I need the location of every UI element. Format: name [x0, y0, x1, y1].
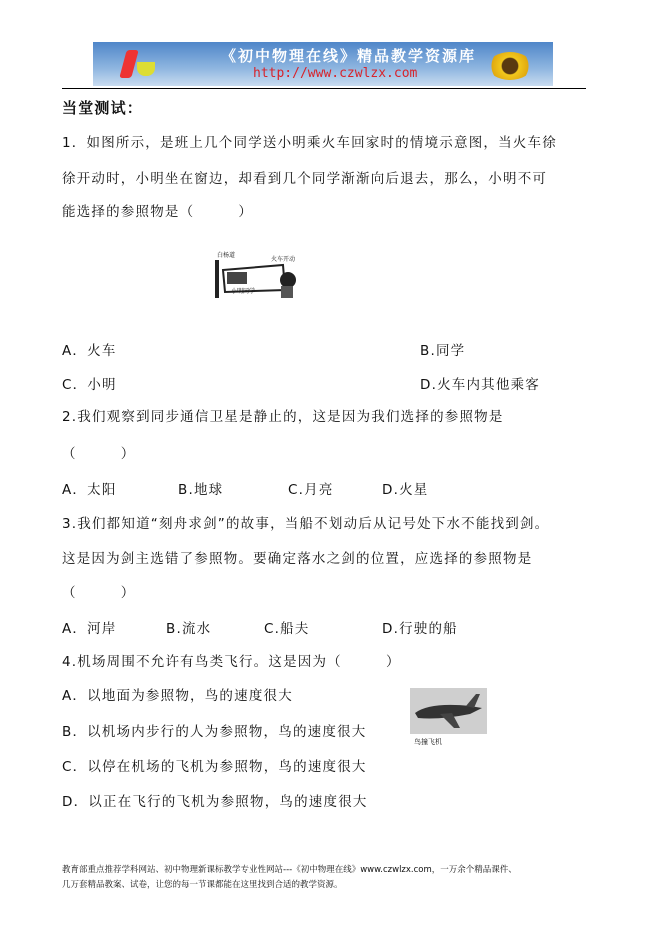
q4-option-a: A．以地面为参照物，鸟的速度很大	[62, 688, 293, 704]
q4-option-d: D．以正在飞行的飞机为参照物，鸟的速度很大	[62, 794, 368, 810]
airplane-figure	[410, 688, 487, 748]
q1-line: 能选择的参照物是（ ）	[62, 204, 254, 220]
q1-line: 徐开动时，小明坐在窗边，却看到几个同学渐渐向后退去，那么，小明不可	[62, 171, 548, 187]
q2-line: （ ）	[62, 446, 136, 462]
q1-option-c: C．小明	[62, 377, 117, 393]
header-banner	[93, 42, 553, 86]
logo-icon-secondary	[137, 62, 155, 76]
q3-option-c: C.船夫	[264, 621, 310, 637]
q4-option-c: C．以停在机场的飞机为参照物，鸟的速度很大	[62, 759, 367, 775]
figure-label: 白杨道	[217, 252, 236, 259]
figure-label: 小明同学	[231, 288, 256, 295]
section-heading: 当堂测试：	[62, 99, 144, 117]
q3-line: （ ）	[62, 585, 136, 601]
q2-line: 2.我们观察到同步通信卫星是静止的，这是因为我们选择的参照物是	[62, 409, 504, 425]
footer-line: 教育部重点推荐学科网站、初中物理新课标教学专业性网站---《初中物理在线》www.czwlzx.com，一万余个精品课件、	[62, 865, 517, 875]
q3-option-b: B.流水	[166, 621, 212, 637]
q4-option-b: B．以机场内步行的人为参照物，鸟的速度很大	[62, 724, 367, 740]
figure-label: 鸟撞飞机	[414, 738, 442, 746]
q2-option-a: A．太阳	[62, 482, 117, 498]
q3-option-d: D.行驶的船	[382, 621, 458, 637]
banner-title: 《初中物理在线》精品教学资源库	[221, 47, 477, 65]
banner-url[interactable]: http://www.czwlzx.com	[253, 66, 418, 81]
q3-line: 这是因为剑主选错了参照物。要确定落水之剑的位置，应选择的参照物是	[62, 551, 533, 567]
q3-line: 3.我们都知道“刻舟求剑”的故事，当船不划动后从记号处下水不能找到剑。	[62, 516, 550, 532]
q1-option-a: A．火车	[62, 343, 117, 359]
train-figure	[213, 250, 303, 300]
sunflower-icon	[488, 52, 532, 80]
figure-label: 火车开动	[271, 256, 296, 263]
q4-line: 4.机场周围不允许有鸟类飞行。这是因为（ ）	[62, 654, 401, 670]
q1-option-b: B.同学	[420, 343, 466, 359]
header-rule	[62, 88, 586, 89]
footer-line: 几万套精品教案、试卷，让您的每一节课都能在这里找到合适的教学资源。	[62, 880, 343, 890]
q2-option-d: D.火星	[382, 482, 429, 498]
q3-option-a: A．河岸	[62, 621, 117, 637]
q1-option-d: D.火车内其他乘客	[420, 377, 540, 393]
q1-line: 1．如图所示，是班上几个同学送小明乘火车回家时的情境示意图，当火车徐	[62, 135, 557, 151]
q2-option-b: B.地球	[178, 482, 224, 498]
logo-icon	[119, 50, 139, 78]
q2-option-c: C.月亮	[288, 482, 334, 498]
